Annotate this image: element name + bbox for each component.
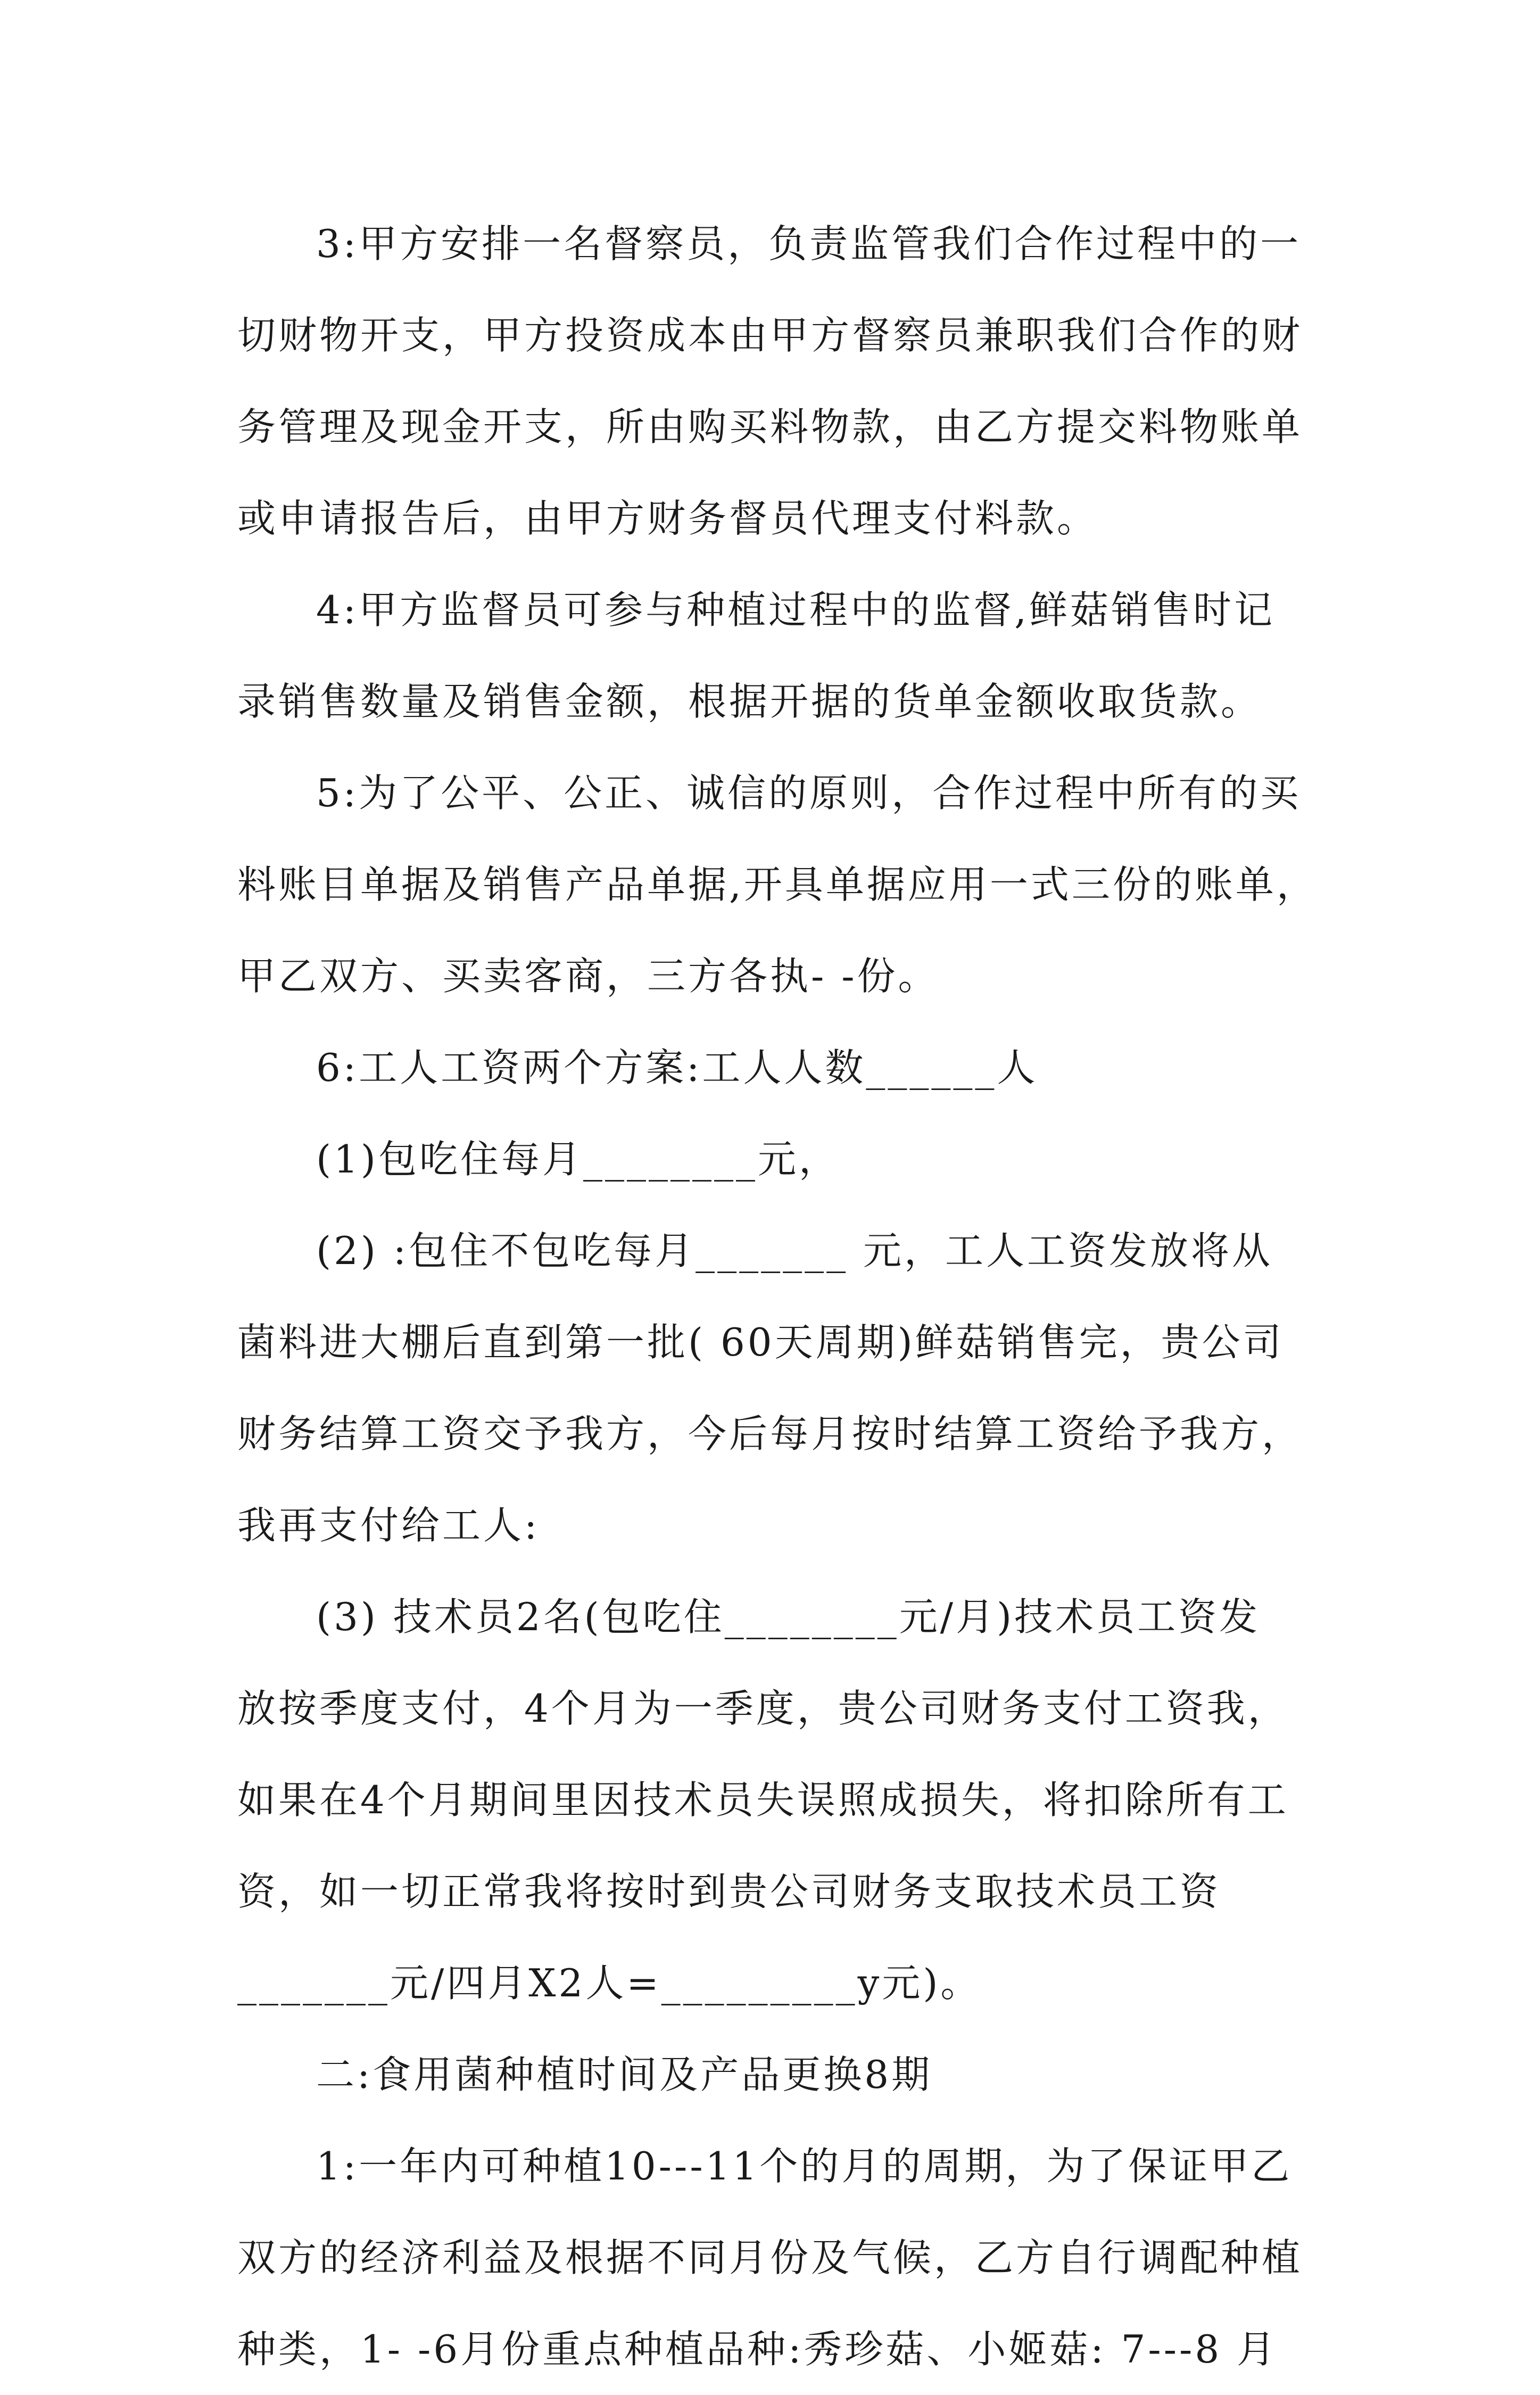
text-line: _______元/四月X2人=_________y元)。 <box>237 1961 982 2005</box>
text-line: 如果在4个月期间里因技术员失误照成损失，将扣除所有工 <box>237 1778 1289 1822</box>
text-line: 录销售数量及销售金额，根据开据的货单金额收取货款。 <box>237 679 1262 724</box>
text-line: 我再支付给工人: <box>237 1503 540 1548</box>
text-line: 3:甲方安排一名督察员，负责监管我们合作过程中的一 <box>316 221 1302 266</box>
text-line: 切财物开支，甲方投资成本由甲方督察员兼职我们合作的财 <box>237 313 1303 358</box>
text-line: 双方的经济利益及根据不同月份及气候，乙方自行调配种植 <box>237 2235 1303 2280</box>
text-line: (3) 技术员2名(包吃住________元/月)技术员工资发 <box>316 1595 1261 1639</box>
text-line: 菌料进大棚后直到第一批( 60天周期)鲜菇销售完，贵公司 <box>237 1320 1284 1365</box>
text-line: 5:为了公平、公正、诚信的原则，合作过程中所有的买 <box>316 771 1302 815</box>
text-line: 甲乙双方、买卖客商，三方各执- -份。 <box>237 954 939 998</box>
text-line: 种类，1- -6月份重点种植品种:秀珍菇、小姬菇: 7---8 月 <box>237 2327 1278 2372</box>
text-line: 财务结算工资交予我方，今后每月按时结算工资给予我方， <box>237 1411 1303 1456</box>
text-line: 或申请报告后，由甲方财务督员代理支付料款。 <box>237 496 1098 541</box>
document-body <box>237 198 1323 2395</box>
text-line: 放按季度支付，4个月为一季度，贵公司财务支付工资我， <box>237 1686 1289 1731</box>
text-line: 4:甲方监督员可参与种植过程中的监督,鲜菇销售时记 <box>316 588 1275 632</box>
text-line: 资，如一切正常我将按时到贵公司财务支取技术员工资 <box>237 1869 1221 1914</box>
section-heading: 二:食用菌种植时间及产品更换8期 <box>316 2052 933 2097</box>
text-line: 6:工人工资两个方案:工人人数______人 <box>316 1045 1038 1090</box>
text-line: 务管理及现金开支，所由购买料物款，由乙方提交料物账单 <box>237 404 1303 449</box>
text-line: (2) :包住不包吃每月_______ 元，工人工资发放将从 <box>316 1228 1273 1273</box>
text-line: (1)包吃住每月________元， <box>316 1137 840 1182</box>
text-line: 料账目单据及销售产品单据,开具单据应用一式三份的账单， <box>237 862 1318 907</box>
text-line: 1:一年内可种植10---11个的月的周期，为了保证甲乙 <box>316 2144 1293 2188</box>
